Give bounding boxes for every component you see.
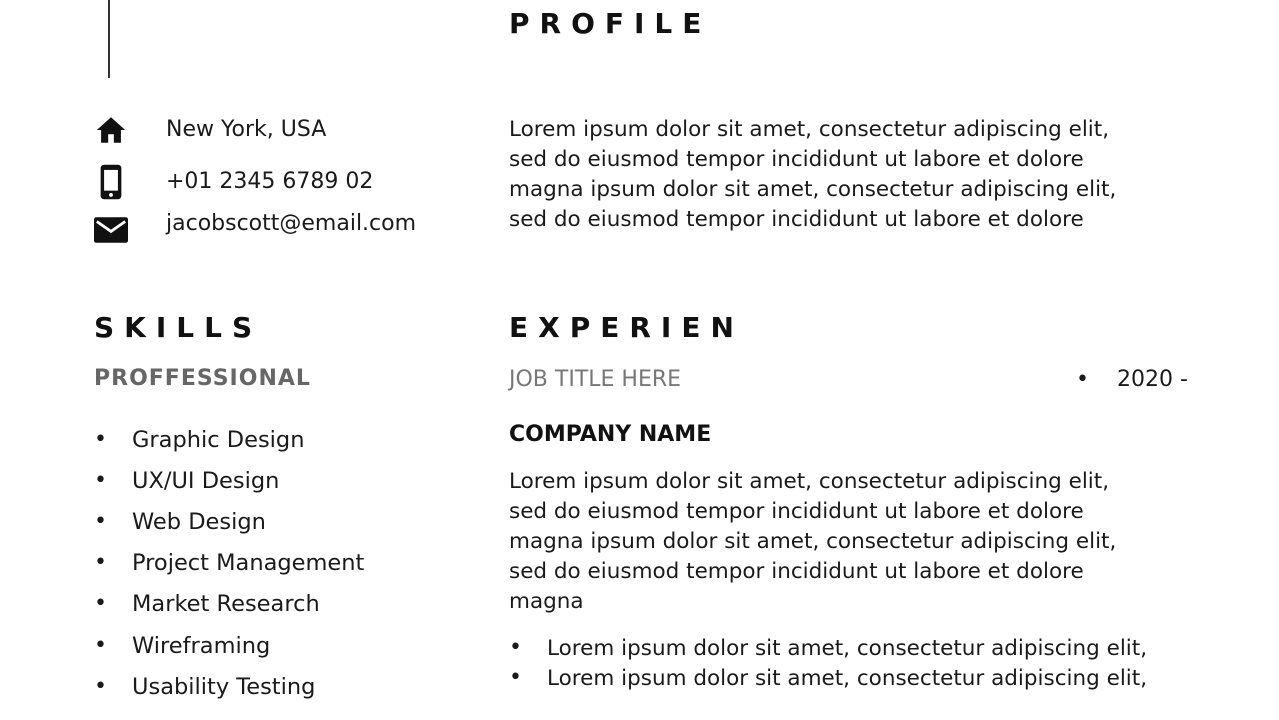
skills-heading: SKILLS bbox=[94, 311, 263, 344]
bullet-icon: • bbox=[509, 635, 522, 660]
bullet-text: Lorem ipsum dolor sit amet, consectetur adipiscing elit, bbox=[547, 665, 1148, 691]
profile-line: magna ipsum dolor sit amet, consectetur adipiscing elit, bbox=[509, 177, 1117, 202]
experience-line: sed do eiusmod tempor incididunt ut labore et dolore bbox=[509, 499, 1084, 524]
bullet-icon: • bbox=[509, 665, 522, 690]
job-title: JOB TITLE HERE bbox=[509, 367, 682, 392]
company-name: COMPANY NAME bbox=[509, 422, 712, 447]
experience-heading: EXPERIEN bbox=[509, 311, 744, 344]
profile-heading: PROFILE bbox=[509, 7, 712, 40]
home-icon bbox=[92, 112, 130, 148]
bullet-icon: • bbox=[94, 467, 107, 493]
experience-line: sed do eiusmod tempor incididunt ut labore et dolore bbox=[509, 559, 1084, 584]
list-item bbox=[509, 663, 1147, 693]
skills-list bbox=[94, 419, 364, 707]
contact-email[interactable] bbox=[92, 211, 417, 248]
skill-label: Project Management bbox=[132, 550, 365, 577]
list-item bbox=[94, 419, 364, 460]
bullet-icon: • bbox=[94, 632, 107, 658]
profile-text bbox=[509, 115, 1209, 245]
profile-line: sed do eiusmod tempor incididunt ut labore et dolore bbox=[509, 207, 1084, 232]
list-item bbox=[94, 543, 364, 584]
contact-location bbox=[92, 112, 327, 148]
bullet-icon: • bbox=[94, 550, 107, 576]
profile-line: Lorem ipsum dolor sit amet, consectetur adipiscing elit, bbox=[509, 117, 1110, 142]
skill-label: Wireframing bbox=[132, 632, 271, 659]
skill-label: Market Research bbox=[132, 591, 320, 618]
phone-icon bbox=[92, 164, 130, 200]
experience-line: magna ipsum dolor sit amet, consectetur adipiscing elit, bbox=[509, 529, 1117, 554]
phone-text: +01 2345 6789 02 bbox=[166, 169, 374, 194]
bullet-icon: • bbox=[1076, 367, 1089, 392]
list-item bbox=[94, 501, 364, 542]
bullet-icon: • bbox=[94, 673, 107, 699]
list-item bbox=[94, 625, 364, 666]
experience-bullets bbox=[509, 633, 1147, 693]
bullet-icon: • bbox=[94, 508, 107, 534]
experience-line: magna bbox=[509, 589, 584, 614]
job-year bbox=[1076, 367, 1188, 392]
divider-line bbox=[108, 0, 110, 78]
experience-text bbox=[509, 467, 1209, 617]
list-item bbox=[509, 633, 1147, 663]
email-link[interactable]: jacobscott@email.com bbox=[166, 211, 417, 236]
skill-label: Web Design bbox=[132, 508, 266, 535]
year-text: 2020 - bbox=[1116, 367, 1188, 392]
mail-icon bbox=[92, 212, 130, 248]
profile-line: sed do eiusmod tempor incididunt ut labore et dolore bbox=[509, 147, 1084, 172]
bullet-icon: • bbox=[94, 591, 107, 617]
bullet-icon: • bbox=[94, 426, 107, 452]
skills-subheading: PROFFESSIONAL bbox=[94, 366, 311, 391]
skill-label: Graphic Design bbox=[132, 426, 305, 453]
bullet-text: Lorem ipsum dolor sit amet, consectetur adipiscing elit, bbox=[547, 635, 1148, 661]
experience-line: Lorem ipsum dolor sit amet, consectetur adipiscing elit, bbox=[509, 469, 1110, 494]
list-item bbox=[94, 584, 364, 625]
list-item bbox=[94, 460, 364, 501]
location-text: New York, USA bbox=[166, 117, 327, 142]
list-item bbox=[94, 666, 364, 707]
contact-phone bbox=[92, 164, 374, 200]
skill-label: UX/UI Design bbox=[132, 467, 280, 494]
skill-label: Usability Testing bbox=[132, 673, 316, 700]
